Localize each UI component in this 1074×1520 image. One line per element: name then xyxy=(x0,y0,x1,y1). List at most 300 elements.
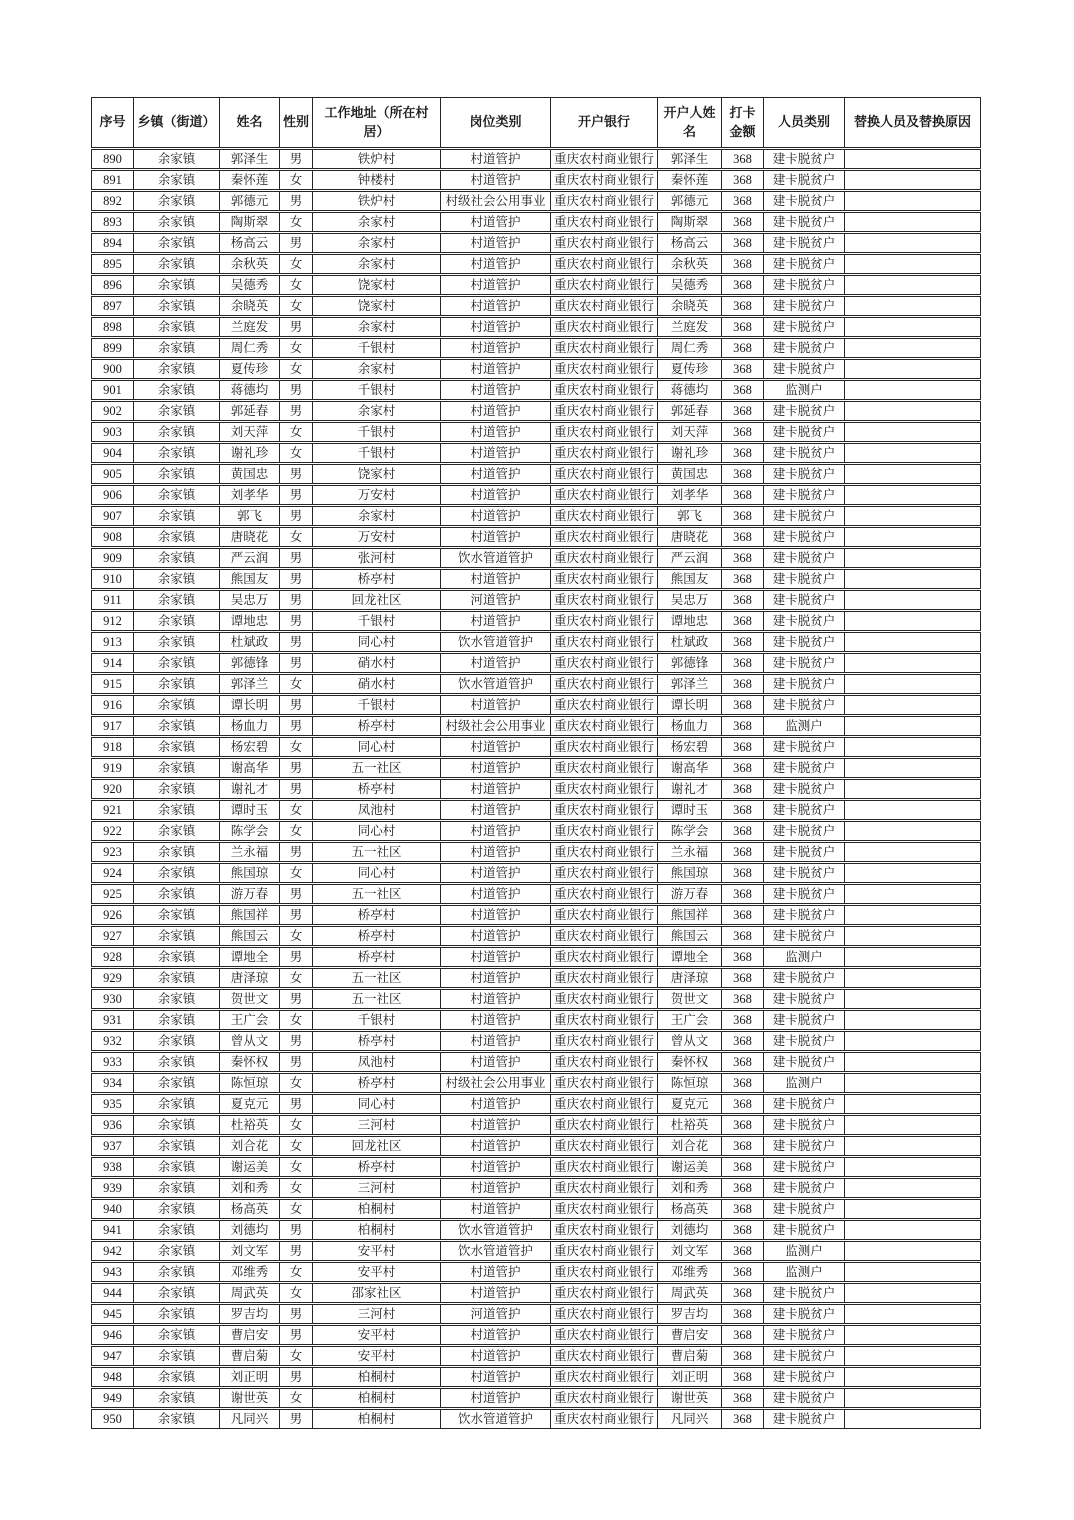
cell-name: 熊国友 xyxy=(220,569,280,589)
cell-amount: 368 xyxy=(722,779,764,799)
cell-name: 邓维秀 xyxy=(220,1262,280,1282)
cell-bank: 重庆农村商业银行 xyxy=(551,884,658,904)
cell-seq: 900 xyxy=(91,359,134,379)
cell-town: 余家镇 xyxy=(134,1388,220,1408)
header-row xyxy=(91,97,981,148)
cell-gender: 男 xyxy=(280,632,313,652)
cell-account_name: 杨血力 xyxy=(658,716,722,736)
cell-amount: 368 xyxy=(722,191,764,211)
table-row xyxy=(91,569,981,589)
cell-town: 余家镇 xyxy=(134,1241,220,1261)
cell-town: 余家镇 xyxy=(134,1346,220,1366)
cell-amount: 368 xyxy=(722,821,764,841)
cell-amount: 368 xyxy=(722,1178,764,1198)
cell-bank: 重庆农村商业银行 xyxy=(551,464,658,484)
table-row xyxy=(91,233,981,253)
cell-seq: 894 xyxy=(91,233,134,253)
cell-village: 钟楼村 xyxy=(313,170,441,190)
cell-village: 桥亭村 xyxy=(313,1031,441,1051)
cell-gender: 男 xyxy=(280,506,313,526)
cell-town: 余家镇 xyxy=(134,1367,220,1387)
cell-name: 杨高英 xyxy=(220,1199,280,1219)
cell-replacement xyxy=(845,254,981,274)
cell-replacement xyxy=(845,947,981,967)
cell-village: 安平村 xyxy=(313,1241,441,1261)
cell-bank: 重庆农村商业银行 xyxy=(551,1178,658,1198)
cell-bank: 重庆农村商业银行 xyxy=(551,737,658,757)
cell-name: 刘文军 xyxy=(220,1241,280,1261)
cell-account_name: 余晓英 xyxy=(658,296,722,316)
cell-village: 铁炉村 xyxy=(313,149,441,169)
cell-job: 村道管护 xyxy=(441,464,551,484)
cell-name: 周仁秀 xyxy=(220,338,280,358)
cell-job: 村道管护 xyxy=(441,1199,551,1219)
table-row xyxy=(91,506,981,526)
cell-category: 建卡脱贫户 xyxy=(764,1094,845,1114)
cell-village: 万安村 xyxy=(313,527,441,547)
cell-town: 余家镇 xyxy=(134,1199,220,1219)
cell-village: 桥亭村 xyxy=(313,947,441,967)
cell-gender: 女 xyxy=(280,1073,313,1093)
cell-bank: 重庆农村商业银行 xyxy=(551,1283,658,1303)
cell-category: 建卡脱贫户 xyxy=(764,506,845,526)
roster-table xyxy=(91,96,981,1430)
cell-name: 曾从文 xyxy=(220,1031,280,1051)
table-row xyxy=(91,1094,981,1114)
cell-account_name: 兰庭发 xyxy=(658,317,722,337)
cell-gender: 女 xyxy=(280,926,313,946)
cell-gender: 男 xyxy=(280,884,313,904)
cell-town: 余家镇 xyxy=(134,1409,220,1429)
cell-account_name: 黄国忠 xyxy=(658,464,722,484)
cell-account_name: 蒋德均 xyxy=(658,380,722,400)
cell-village: 桥亭村 xyxy=(313,716,441,736)
cell-town: 余家镇 xyxy=(134,422,220,442)
cell-village: 余家村 xyxy=(313,506,441,526)
cell-job: 村道管护 xyxy=(441,1031,551,1051)
cell-replacement xyxy=(845,674,981,694)
cell-village: 桥亭村 xyxy=(313,905,441,925)
cell-amount: 368 xyxy=(722,1094,764,1114)
table-row xyxy=(91,779,981,799)
cell-town: 余家镇 xyxy=(134,527,220,547)
cell-account_name: 余秋英 xyxy=(658,254,722,274)
cell-amount: 368 xyxy=(722,1052,764,1072)
cell-account_name: 陈恒琼 xyxy=(658,1073,722,1093)
cell-seq: 920 xyxy=(91,779,134,799)
cell-category: 建卡脱贫户 xyxy=(764,1010,845,1030)
cell-bank: 重庆农村商业银行 xyxy=(551,695,658,715)
cell-village: 安平村 xyxy=(313,1325,441,1345)
cell-village: 回龙社区 xyxy=(313,1136,441,1156)
cell-gender: 女 xyxy=(280,1346,313,1366)
cell-bank: 重庆农村商业银行 xyxy=(551,1157,658,1177)
table-row xyxy=(91,527,981,547)
table-row xyxy=(91,1178,981,1198)
cell-account_name: 杨宏碧 xyxy=(658,737,722,757)
cell-gender: 女 xyxy=(280,422,313,442)
cell-town: 余家镇 xyxy=(134,443,220,463)
cell-job: 河道管护 xyxy=(441,1304,551,1324)
cell-town: 余家镇 xyxy=(134,485,220,505)
cell-bank: 重庆农村商业银行 xyxy=(551,569,658,589)
cell-amount: 368 xyxy=(722,695,764,715)
cell-gender: 男 xyxy=(280,1031,313,1051)
cell-name: 谢礼珍 xyxy=(220,443,280,463)
cell-replacement xyxy=(845,548,981,568)
cell-name: 陈学会 xyxy=(220,821,280,841)
cell-replacement xyxy=(845,1346,981,1366)
cell-seq: 913 xyxy=(91,632,134,652)
cell-replacement xyxy=(845,1010,981,1030)
table-row xyxy=(91,968,981,988)
cell-seq: 938 xyxy=(91,1157,134,1177)
cell-amount: 368 xyxy=(722,1115,764,1135)
cell-seq: 905 xyxy=(91,464,134,484)
table-row xyxy=(91,464,981,484)
cell-account_name: 郭泽兰 xyxy=(658,674,722,694)
cell-amount: 368 xyxy=(722,1241,764,1261)
cell-town: 余家镇 xyxy=(134,338,220,358)
cell-category: 建卡脱贫户 xyxy=(764,821,845,841)
cell-town: 余家镇 xyxy=(134,1178,220,1198)
cell-town: 余家镇 xyxy=(134,464,220,484)
cell-bank: 重庆农村商业银行 xyxy=(551,1262,658,1282)
cell-job: 村道管护 xyxy=(441,842,551,862)
cell-category: 建卡脱贫户 xyxy=(764,1409,845,1429)
cell-name: 杨血力 xyxy=(220,716,280,736)
cell-town: 余家镇 xyxy=(134,380,220,400)
cell-bank: 重庆农村商业银行 xyxy=(551,296,658,316)
cell-town: 余家镇 xyxy=(134,1220,220,1240)
cell-gender: 女 xyxy=(280,527,313,547)
cell-town: 余家镇 xyxy=(134,968,220,988)
cell-village: 三河村 xyxy=(313,1115,441,1135)
cell-category: 建卡脱贫户 xyxy=(764,926,845,946)
cell-seq: 918 xyxy=(91,737,134,757)
cell-job: 饮水管道管护 xyxy=(441,548,551,568)
cell-bank: 重庆农村商业银行 xyxy=(551,380,658,400)
cell-account_name: 刘天萍 xyxy=(658,422,722,442)
cell-name: 陶斯翠 xyxy=(220,212,280,232)
cell-seq: 931 xyxy=(91,1010,134,1030)
cell-amount: 368 xyxy=(722,296,764,316)
cell-replacement xyxy=(845,401,981,421)
cell-village: 五一社区 xyxy=(313,758,441,778)
cell-job: 村级社会公用事业 xyxy=(441,716,551,736)
cell-seq: 950 xyxy=(91,1409,134,1429)
cell-job: 村道管护 xyxy=(441,1010,551,1030)
table-row xyxy=(91,611,981,631)
cell-category: 建卡脱贫户 xyxy=(764,989,845,1009)
cell-account_name: 夏传珍 xyxy=(658,359,722,379)
table-row xyxy=(91,947,981,967)
cell-gender: 男 xyxy=(280,905,313,925)
cell-bank: 重庆农村商业银行 xyxy=(551,989,658,1009)
table-row xyxy=(91,380,981,400)
cell-replacement xyxy=(845,317,981,337)
cell-village: 柏桐村 xyxy=(313,1388,441,1408)
cell-job: 村道管护 xyxy=(441,1262,551,1282)
cell-seq: 928 xyxy=(91,947,134,967)
cell-account_name: 郭德锋 xyxy=(658,653,722,673)
table-row xyxy=(91,842,981,862)
cell-job: 村道管护 xyxy=(441,443,551,463)
cell-town: 余家镇 xyxy=(134,359,220,379)
cell-village: 凤池村 xyxy=(313,800,441,820)
cell-account_name: 谢高华 xyxy=(658,758,722,778)
table-row xyxy=(91,275,981,295)
cell-village: 千银村 xyxy=(313,380,441,400)
cell-amount: 368 xyxy=(722,233,764,253)
cell-category: 建卡脱贫户 xyxy=(764,548,845,568)
cell-town: 余家镇 xyxy=(134,653,220,673)
cell-replacement xyxy=(845,1367,981,1387)
cell-town: 余家镇 xyxy=(134,548,220,568)
cell-category: 建卡脱贫户 xyxy=(764,1157,845,1177)
cell-amount: 368 xyxy=(722,968,764,988)
cell-replacement xyxy=(845,863,981,883)
cell-name: 吴德秀 xyxy=(220,275,280,295)
cell-bank: 重庆农村商业银行 xyxy=(551,821,658,841)
cell-name: 严云润 xyxy=(220,548,280,568)
cell-job: 村道管护 xyxy=(441,359,551,379)
cell-bank: 重庆农村商业银行 xyxy=(551,506,658,526)
cell-town: 余家镇 xyxy=(134,695,220,715)
cell-seq: 937 xyxy=(91,1136,134,1156)
cell-amount: 368 xyxy=(722,1304,764,1324)
cell-name: 蒋德均 xyxy=(220,380,280,400)
cell-name: 余秋英 xyxy=(220,254,280,274)
cell-job: 村道管护 xyxy=(441,527,551,547)
cell-seq: 932 xyxy=(91,1031,134,1051)
cell-replacement xyxy=(845,485,981,505)
cell-bank: 重庆农村商业银行 xyxy=(551,317,658,337)
cell-name: 周武英 xyxy=(220,1283,280,1303)
cell-category: 建卡脱贫户 xyxy=(764,338,845,358)
cell-bank: 重庆农村商业银行 xyxy=(551,149,658,169)
cell-village: 五一社区 xyxy=(313,884,441,904)
cell-category: 建卡脱贫户 xyxy=(764,632,845,652)
cell-seq: 909 xyxy=(91,548,134,568)
cell-bank: 重庆农村商业银行 xyxy=(551,191,658,211)
cell-account_name: 曾从文 xyxy=(658,1031,722,1051)
table-row xyxy=(91,1010,981,1030)
table-row xyxy=(91,1304,981,1324)
cell-seq: 944 xyxy=(91,1283,134,1303)
cell-replacement xyxy=(845,989,981,1009)
cell-name: 郭延春 xyxy=(220,401,280,421)
cell-category: 建卡脱贫户 xyxy=(764,233,845,253)
cell-replacement xyxy=(845,968,981,988)
cell-amount: 368 xyxy=(722,380,764,400)
cell-category: 建卡脱贫户 xyxy=(764,149,845,169)
cell-job: 村道管护 xyxy=(441,863,551,883)
cell-village: 桥亭村 xyxy=(313,926,441,946)
cell-bank: 重庆农村商业银行 xyxy=(551,527,658,547)
cell-amount: 368 xyxy=(722,1157,764,1177)
cell-village: 桥亭村 xyxy=(313,1157,441,1177)
cell-job: 村道管护 xyxy=(441,1346,551,1366)
cell-amount: 368 xyxy=(722,737,764,757)
cell-job: 村道管护 xyxy=(441,989,551,1009)
cell-town: 余家镇 xyxy=(134,947,220,967)
cell-replacement xyxy=(845,464,981,484)
cell-job: 村道管护 xyxy=(441,1178,551,1198)
table-row xyxy=(91,1367,981,1387)
cell-town: 余家镇 xyxy=(134,1136,220,1156)
cell-village: 余家村 xyxy=(313,359,441,379)
cell-category: 建卡脱贫户 xyxy=(764,1136,845,1156)
cell-amount: 368 xyxy=(722,254,764,274)
cell-bank: 重庆农村商业银行 xyxy=(551,1052,658,1072)
cell-town: 余家镇 xyxy=(134,1094,220,1114)
table-row xyxy=(91,1241,981,1261)
cell-bank: 重庆农村商业银行 xyxy=(551,275,658,295)
cell-town: 余家镇 xyxy=(134,779,220,799)
cell-town: 余家镇 xyxy=(134,506,220,526)
cell-village: 余家村 xyxy=(313,401,441,421)
cell-category: 建卡脱贫户 xyxy=(764,800,845,820)
cell-amount: 368 xyxy=(722,1220,764,1240)
cell-account_name: 谭地全 xyxy=(658,947,722,967)
cell-amount: 368 xyxy=(722,611,764,631)
cell-bank: 重庆农村商业银行 xyxy=(551,1367,658,1387)
cell-replacement xyxy=(845,1031,981,1051)
table-row xyxy=(91,359,981,379)
cell-seq: 933 xyxy=(91,1052,134,1072)
cell-gender: 女 xyxy=(280,1178,313,1198)
cell-account_name: 杜斌政 xyxy=(658,632,722,652)
cell-name: 曹启菊 xyxy=(220,1346,280,1366)
cell-account_name: 曹启安 xyxy=(658,1325,722,1345)
column-header-account_name: 开户人姓名 xyxy=(658,97,722,148)
cell-gender: 女 xyxy=(280,800,313,820)
cell-job: 村道管护 xyxy=(441,1115,551,1135)
cell-seq: 940 xyxy=(91,1199,134,1219)
table-row xyxy=(91,1199,981,1219)
cell-job: 村道管护 xyxy=(441,485,551,505)
cell-job: 村道管护 xyxy=(441,1388,551,1408)
cell-job: 村道管护 xyxy=(441,821,551,841)
cell-account_name: 杨高英 xyxy=(658,1199,722,1219)
table-row xyxy=(91,1262,981,1282)
cell-replacement xyxy=(845,569,981,589)
cell-name: 谭长明 xyxy=(220,695,280,715)
cell-town: 余家镇 xyxy=(134,1115,220,1135)
cell-village: 柏桐村 xyxy=(313,1199,441,1219)
cell-town: 余家镇 xyxy=(134,1010,220,1030)
cell-name: 陈恒琼 xyxy=(220,1073,280,1093)
cell-job: 村级社会公用事业 xyxy=(441,191,551,211)
cell-name: 谢高华 xyxy=(220,758,280,778)
cell-bank: 重庆农村商业银行 xyxy=(551,1115,658,1135)
cell-village: 余家村 xyxy=(313,233,441,253)
cell-name: 谢运美 xyxy=(220,1157,280,1177)
cell-job: 村道管护 xyxy=(441,905,551,925)
cell-account_name: 吴忠万 xyxy=(658,590,722,610)
cell-amount: 368 xyxy=(722,1346,764,1366)
cell-category: 建卡脱贫户 xyxy=(764,527,845,547)
cell-gender: 女 xyxy=(280,359,313,379)
cell-name: 郭德锋 xyxy=(220,653,280,673)
column-header-village: 工作地址（所在村居） xyxy=(313,97,441,148)
cell-category: 建卡脱贫户 xyxy=(764,1367,845,1387)
cell-replacement xyxy=(845,821,981,841)
cell-name: 刘和秀 xyxy=(220,1178,280,1198)
column-header-seq: 序号 xyxy=(91,97,134,148)
cell-town: 余家镇 xyxy=(134,632,220,652)
cell-bank: 重庆农村商业银行 xyxy=(551,716,658,736)
table-row xyxy=(91,149,981,169)
cell-gender: 男 xyxy=(280,695,313,715)
cell-name: 郭德元 xyxy=(220,191,280,211)
cell-name: 杨宏碧 xyxy=(220,737,280,757)
cell-name: 余晓英 xyxy=(220,296,280,316)
cell-account_name: 陈学会 xyxy=(658,821,722,841)
cell-amount: 368 xyxy=(722,1136,764,1156)
cell-account_name: 游万春 xyxy=(658,884,722,904)
cell-seq: 929 xyxy=(91,968,134,988)
cell-amount: 368 xyxy=(722,863,764,883)
cell-seq: 908 xyxy=(91,527,134,547)
table-row xyxy=(91,1052,981,1072)
cell-replacement xyxy=(845,233,981,253)
table-row xyxy=(91,548,981,568)
cell-gender: 男 xyxy=(280,1220,313,1240)
cell-gender: 女 xyxy=(280,1283,313,1303)
cell-job: 村道管护 xyxy=(441,317,551,337)
table-row xyxy=(91,989,981,1009)
cell-name: 曹启安 xyxy=(220,1325,280,1345)
cell-seq: 911 xyxy=(91,590,134,610)
cell-seq: 903 xyxy=(91,422,134,442)
cell-amount: 368 xyxy=(722,443,764,463)
cell-town: 余家镇 xyxy=(134,611,220,631)
cell-seq: 923 xyxy=(91,842,134,862)
cell-category: 建卡脱贫户 xyxy=(764,611,845,631)
table-row xyxy=(91,443,981,463)
cell-amount: 368 xyxy=(722,464,764,484)
column-header-replacement: 替换人员及替换原因 xyxy=(845,97,981,148)
cell-bank: 重庆农村商业银行 xyxy=(551,905,658,925)
cell-name: 夏克元 xyxy=(220,1094,280,1114)
cell-account_name: 曹启菊 xyxy=(658,1346,722,1366)
cell-replacement xyxy=(845,779,981,799)
cell-name: 郭泽兰 xyxy=(220,674,280,694)
cell-gender: 男 xyxy=(280,947,313,967)
cell-account_name: 周武英 xyxy=(658,1283,722,1303)
cell-account_name: 刘孝华 xyxy=(658,485,722,505)
cell-job: 村道管护 xyxy=(441,884,551,904)
cell-amount: 368 xyxy=(722,716,764,736)
cell-name: 刘天萍 xyxy=(220,422,280,442)
cell-town: 余家镇 xyxy=(134,800,220,820)
cell-town: 余家镇 xyxy=(134,674,220,694)
cell-account_name: 刘合花 xyxy=(658,1136,722,1156)
cell-replacement xyxy=(845,1115,981,1135)
cell-job: 村道管护 xyxy=(441,401,551,421)
cell-amount: 368 xyxy=(722,1073,764,1093)
cell-category: 建卡脱贫户 xyxy=(764,443,845,463)
cell-amount: 368 xyxy=(722,149,764,169)
cell-amount: 368 xyxy=(722,485,764,505)
cell-replacement xyxy=(845,1094,981,1114)
cell-amount: 368 xyxy=(722,1409,764,1429)
cell-amount: 368 xyxy=(722,1367,764,1387)
cell-gender: 男 xyxy=(280,191,313,211)
cell-job: 村道管护 xyxy=(441,1052,551,1072)
